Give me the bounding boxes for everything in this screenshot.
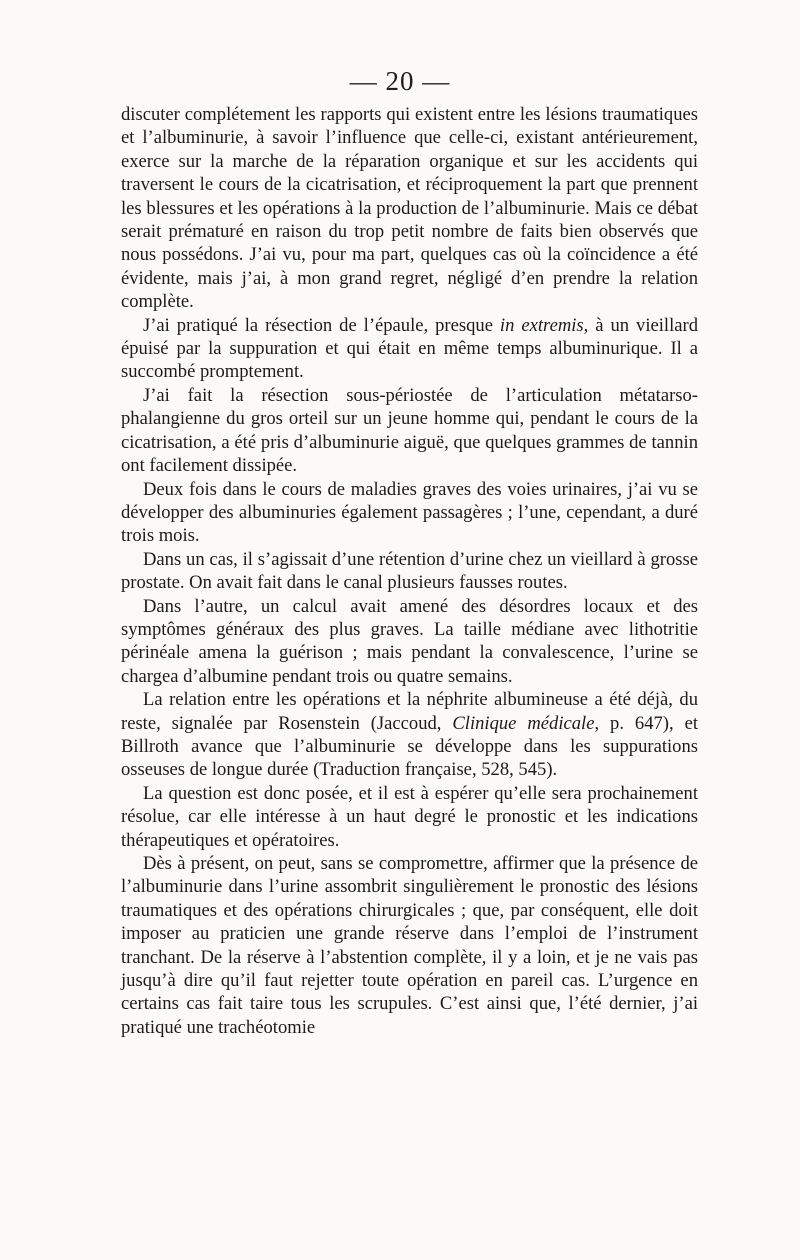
paragraph-5: Dans un cas, il s’agissait d’une rétention d’urine chez un vieillard à grosse prostate. On avait fait dans le canal plusieurs fausses routes.	[121, 548, 698, 594]
paragraph-2-italic: in extremis	[499, 314, 584, 336]
paragraph-6: Dans l’autre, un calcul avait amené des désordres locaux et des symptômes généraux des plus graves. La taille médiane avec lithotritie périnéale amena la guérison ; mais pendant la convalescence, l’urine se chargea d’albumine pendant trois ou quatre semains.	[121, 595, 698, 687]
paragraph-2	[121, 314, 698, 384]
paragraph-8: La question est donc posée, et il est à espérer qu’elle sera prochainement résolue, car elle intéresse à un haut degré le pronostic et les indications thérapeutiques et opératoires.	[121, 782, 698, 851]
paragraph-3: J’ai fait la résection sous-périostée de l’articulation métatarso-phalangienne du gros orteil sur un jeune homme qui, pendant le cours de la cicatrisation, a été pris d’albuminurie aiguë, que quelques grammes de tannin ont facilement dissipée.	[121, 384, 698, 477]
body-text	[121, 103, 698, 1039]
page-number: — 20 —	[349, 66, 451, 96]
paragraph-2-text-after: , à un vieillard épuisé par la suppuration et qui était en même temps albuminurique. Il a succombé promptement.	[121, 314, 698, 383]
paragraph-7-text-before: La relation entre les opérations et la néphrite albumineuse a été déjà, du reste, signalée par Rosenstein (Jaccoud,	[121, 689, 698, 734]
paragraph-4: Deux fois dans le cours de maladies graves des voies urinaires, j’ai vu se développer des albuminuries également passagères ; l’une, cependant, a duré trois mois.	[121, 478, 698, 547]
paragraph-9: Dès à présent, on peut, sans se compromettre, affirmer que la présence de l’albuminurie dans l’urine assombrit singulièrement le pronostic des lésions traumatiques et des opérations chirurgicales ; que, par conséquent, elle doit imposer au praticien une grande réserve dans l’emploi de l’instrument tranchant. De la réserve à l’abstention complète, il y a loin, et je ne vais pas jusqu’à dire qu’il faut rejetter toute opération en pareil cas. L’urgence en certains cas fait taire tous les scrupules. C’est ainsi que, l’été dernier, j’ai pratiqué une trachéotomie	[121, 853, 698, 1038]
paragraph-1: discuter complétement les rapports qui existent entre les lésions traumatiques et l’albuminurie, à savoir l’influence que celle-ci, existant antérieurement, exerce sur la marche de la réparation organique et sur les accidents qui traversent le cours de la cicatrisation, et réciproquement la part que prennent les blessures et les opérations à la production de l’albuminurie. Mais ce débat serait prématuré en raison du trop petit nombre de faits bien observés que nous possédons. J’ai vu, pour ma part, quelques cas où la coïncidence a été évidente, mais j’ai, à mon grand regret, négligé d’en prendre la relation complète.	[121, 104, 698, 313]
paragraph-2-text-before: J’ai pratiqué la résection de l’épaule, presque	[143, 314, 500, 336]
paragraph-7-text-after: , p. 647), et Billroth avance que l’albuminurie se développe dans les suppurations osseuses de longue durée (Traduction française, 528, 545).	[121, 712, 698, 781]
paragraph-7	[121, 688, 698, 782]
paragraph-7-italic: Clinique médicale	[452, 712, 595, 734]
